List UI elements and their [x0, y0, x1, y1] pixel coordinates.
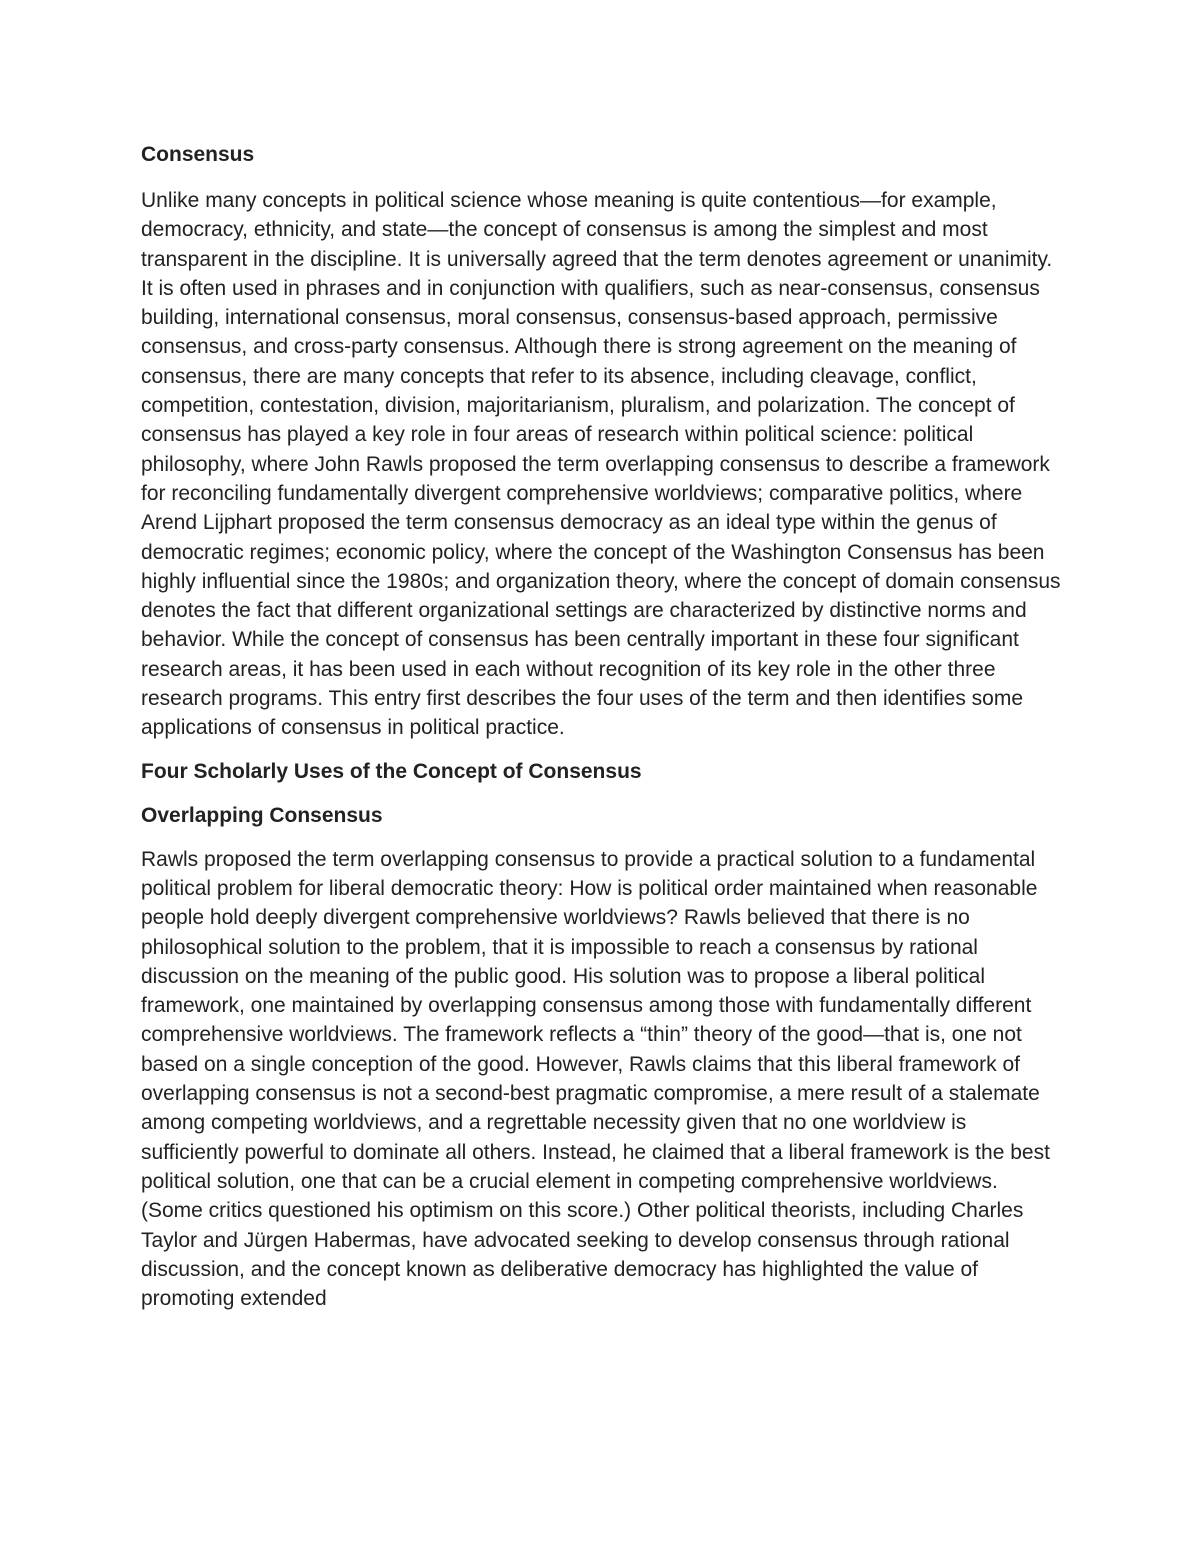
document-page [141, 138, 1061, 1313]
subsection-heading: Overlapping Consensus [141, 803, 383, 827]
section-heading: Four Scholarly Uses of the Concept of Consensus [141, 759, 642, 783]
intro-paragraph: Unlike many concepts in political science whose meaning is quite contentious—for example, democracy, ethnicity, and state—the concept of consensus is among the simplest and most transparent in the discipline. It is universally agreed that the term denotes agreement or unanimity. It is often used in phrases and in conjunction with qualifiers, such as near-consensus, consensus building, international consensus, moral consensus, consensus-based approach, permissive consensus, and cross-party consensus. Although there is strong agreement on the meaning of consensus, there are many concepts that refer to its absence, including cleavage, conflict, competition, contestation, division, majoritarianism, pluralism, and polarization. The concept of consensus has played a key role in four areas of research within political science: political philosophy, where John Rawls proposed the term overlapping consensus to describe a framework for reconciling fundamentally divergent comprehensive worldviews; comparative politics, where Arend Lijphart proposed the term consensus democracy as an ideal type within the genus of democratic regimes; economic policy, where the concept of the Washington Consensus has been highly influential since the 1980s; and organization theory, where the concept of domain consensus denotes the fact that different organizational settings are characterized by distinctive norms and behavior. While the concept of consensus has been centrally important in these four significant research areas, it has been used in each without recognition of its key role in the other three research programs. This entry first describes the four uses of the term and then identifies some applications of consensus in political practice. [141, 189, 1061, 740]
document-title: Consensus [141, 143, 255, 166]
body-paragraph: Rawls proposed the term overlapping consensus to provide a practical solution to a fundamental political problem for liberal democratic theory: How is political order maintained when reasonable people hold deeply divergent comprehensive worldviews? Rawls believed that there is no philosophical solution to the problem, that it is impossible to reach a consensus by rational discussion on the meaning of the public good. His solution was to propose a liberal political framework, one maintained by overlapping consensus among those with fundamentally different comprehensive worldviews. The framework reflects a “thin” theory of the good—that is, one not based on a single conception of the good. However, Rawls claims that this liberal framework of overlapping consensus is not a second-best pragmatic compromise, a mere result of a stalemate among competing worldviews, and a regrettable necessity given that no one worldview is sufficiently powerful to dominate all others. Instead, he claimed that a liberal framework is the best political solution, one that can be a crucial element in competing comprehensive worldviews. (Some critics questioned his optimism on this score.) Other political theorists, including Charles Taylor and Jürgen Habermas, have advocated seeking to develop consensus through rational discussion, and the concept known as deliberative democracy has highlighted the value of promoting extended [141, 847, 1050, 1311]
